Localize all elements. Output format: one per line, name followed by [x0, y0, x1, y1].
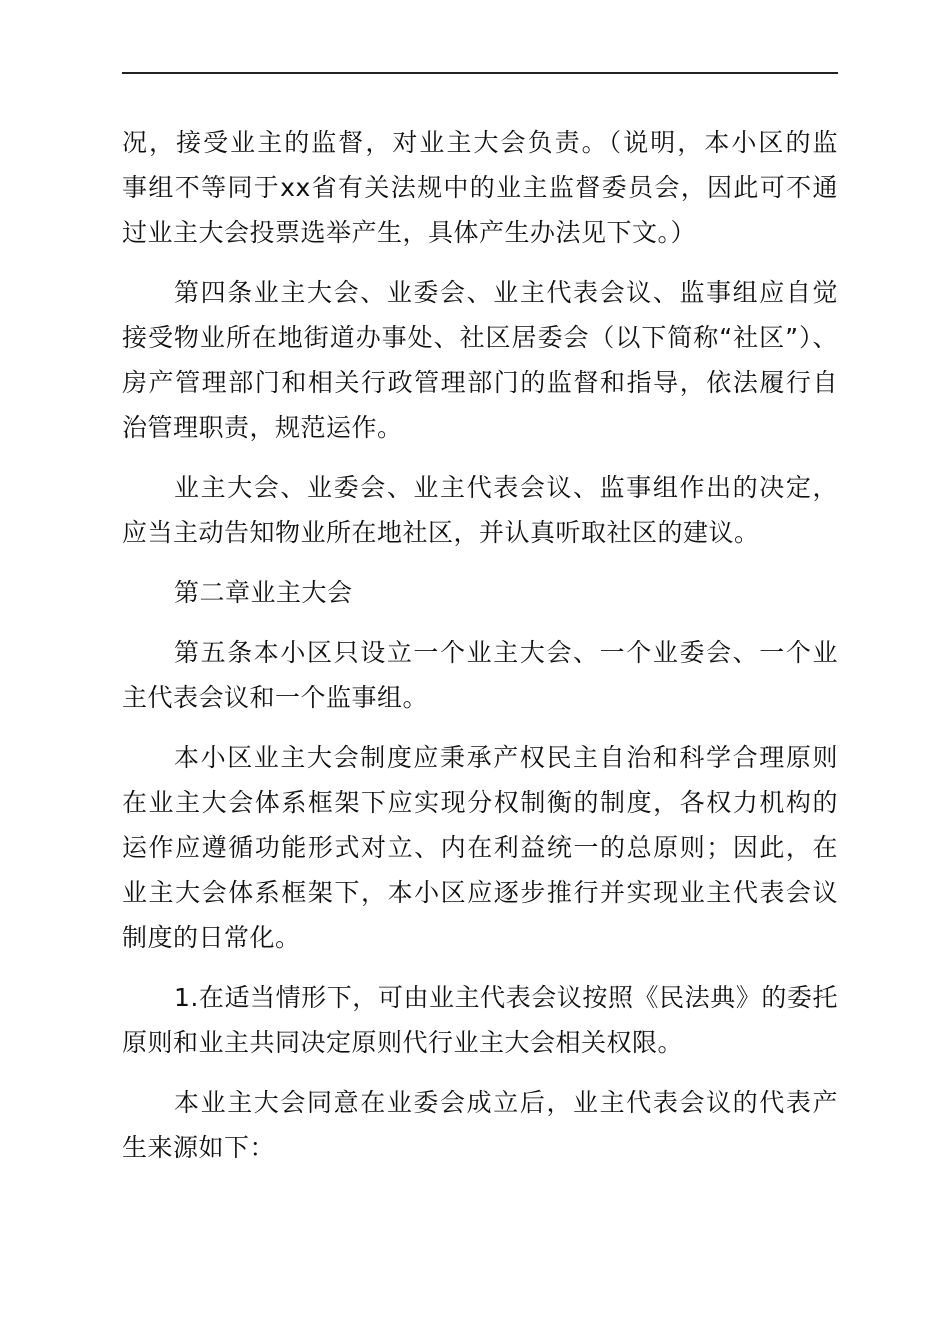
text-line: 接受物业所在地街道办事处、社区居委会（以下简称“社区”）、: [122, 323, 838, 352]
text-line: 房产管理部门和相关行政管理部门的监督和指导，依法履行自: [122, 368, 838, 397]
text-line: 第四条业主大会、业委会、业主代表会议、监事组应自觉: [174, 278, 838, 307]
header-rule: [122, 72, 838, 74]
paragraph-representatives: [122, 1080, 838, 1170]
paragraph-item-1: [122, 975, 838, 1065]
text-line: 制度的日常化。: [122, 923, 301, 952]
text-line: 业主大会体系框架下，本小区应逐步推行并实现业主代表会议: [122, 878, 838, 907]
text-line: 运作应遵循功能形式对立、内在利益统一的总原则；因此，在: [122, 833, 838, 862]
text-line: 生来源如下：: [122, 1133, 276, 1162]
text-line: 业主大会、业委会、业主代表会议、监事组作出的决定，: [174, 473, 838, 502]
text-line: 过业主大会投票选举产生，具体产生办法见下文。）: [122, 218, 697, 247]
text-line: 在业主大会体系框架下应实现分权制衡的制度，各权力机构的: [122, 788, 838, 817]
text-line: 第二章业主大会: [174, 578, 353, 607]
text-line: 事组不等同于xx省有关法规中的业主监督委员会，因此可不通: [122, 173, 838, 202]
text-line: 应当主动告知物业所在地社区，并认真听取社区的建议。: [122, 518, 760, 547]
text-line: 治管理职责，规范运作。: [122, 413, 403, 442]
paragraph-article-4: [122, 270, 838, 450]
paragraph-principles: [122, 735, 838, 960]
text-line: 1.在适当情形下，可由业主代表会议按照《民法典》的委托: [174, 983, 838, 1012]
text-line: 本小区业主大会制度应秉承产权民主自治和科学合理原则: [174, 743, 838, 772]
text-line: 况，接受业主的监督，对业主大会负责。（说明，本小区的监: [122, 128, 838, 157]
text-line: 主代表会议和一个监事组。: [122, 683, 429, 712]
paragraph-continuation: [122, 120, 838, 255]
text-line: 本业主大会同意在业委会成立后，业主代表会议的代表产: [174, 1088, 838, 1117]
document-body: [122, 120, 838, 1185]
paragraph-decisions: [122, 465, 838, 555]
paragraph-article-5: [122, 630, 838, 720]
chapter-heading: [122, 570, 838, 615]
text-line: 第五条本小区只设立一个业主大会、一个业委会、一个业: [174, 638, 838, 667]
text-line: 原则和业主共同决定原则代行业主大会相关权限。: [122, 1028, 684, 1057]
